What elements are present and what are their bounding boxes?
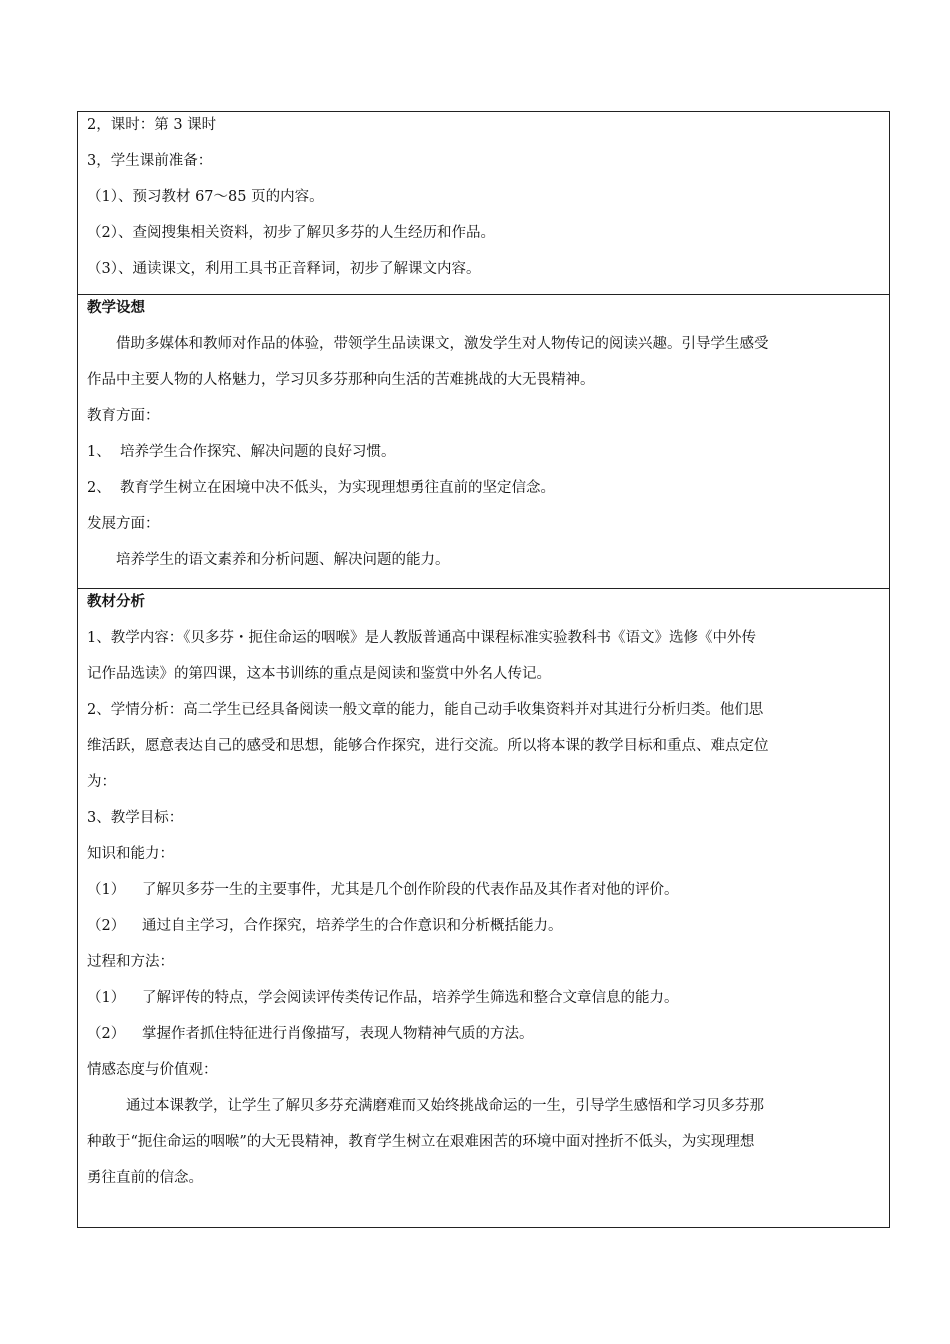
- prep-item-3: （3）、通读课文，利用工具书正音释词，初步了解课文内容。: [87, 261, 481, 277]
- education-item-1: 1、 培养学生合作探究、解决问题的良好习惯。: [87, 444, 396, 460]
- emotion-line-3: 勇往直前的信念。: [87, 1170, 203, 1186]
- content-line-1: 1、教学内容：《贝多芬・扼住命运的咽喉》是人教版普通高中课程标准实验教科书《语文》选修《中外传: [87, 630, 756, 646]
- process-item-1: （1） 了解评传的特点，学会阅读评传类传记作品，培养学生筛选和整合文章信息的能力。: [87, 990, 679, 1006]
- material-analysis-cell: [78, 589, 889, 1229]
- material-analysis-title: 教材分析: [87, 594, 145, 610]
- prep-item-1: （1）、预习教材 67～85 页的内容。: [87, 189, 324, 205]
- development-text: 培养学生的语文素养和分析问题、解决问题的能力。: [116, 552, 450, 568]
- teaching-concept-cell: [78, 295, 889, 589]
- process-item-2: （2） 掌握作者抓住特征进行肖像描写，表现人物精神气质的方法。: [87, 1026, 534, 1042]
- knowledge-item-1: （1） 了解贝多芬一生的主要事件，尤其是几个创作阶段的代表作品及其作者对他的评价。: [87, 882, 679, 898]
- education-item-2: 2、 教育学生树立在困境中决不低头，为实现理想勇往直前的坚定信念。: [87, 480, 555, 496]
- knowledge-item-2: （2） 通过自主学习，合作探究，培养学生的合作意识和分析概括能力。: [87, 918, 563, 934]
- education-heading: 教育方面：: [87, 408, 160, 424]
- prep-item-2: （2）、查阅搜集相关资料，初步了解贝多芬的人生经历和作品。: [87, 225, 495, 241]
- learning-line-3: 为：: [87, 774, 116, 790]
- emotion-heading: 情感态度与价值观：: [87, 1062, 218, 1078]
- knowledge-heading: 知识和能力：: [87, 846, 174, 862]
- class-hours-line: 2，课时：第 3 课时: [87, 117, 217, 133]
- prep-heading-line: 3，学生课前准备：: [87, 153, 213, 169]
- preparation-cell: [78, 112, 889, 295]
- development-heading: 发展方面：: [87, 516, 160, 532]
- content-line-2: 记作品选读》的第四课，这本书训练的重点是阅读和鉴赏中外名人传记。: [87, 666, 551, 682]
- goals-heading: 3、教学目标：: [87, 810, 184, 826]
- learning-line-1: 2、学情分析：高二学生已经具备阅读一般文章的能力，能自己动手收集资料并对其进行分析归类。他们思: [87, 702, 764, 718]
- concept-paragraph-line-2: 作品中主要人物的人格魅力，学习贝多芬那种向生活的苦难挑战的大无畏精神。: [87, 372, 595, 388]
- process-heading: 过程和方法：: [87, 954, 174, 970]
- concept-paragraph-line-1: 借助多媒体和教师对作品的体验，带领学生品读课文，激发学生对人物传记的阅读兴趣。引导学生感受: [116, 336, 769, 352]
- lesson-plan-table: [77, 111, 890, 1228]
- emotion-line-1: 通过本课教学，让学生了解贝多芬充满磨难而又始终挑战命运的一生，引导学生感悟和学习贝多芬那: [126, 1098, 764, 1114]
- emotion-line-2: 种敢于“扼住命运的咽喉”的大无畏精神，教育学生树立在艰难困苦的环境中面对挫折不低头，为实现理想: [87, 1134, 755, 1150]
- teaching-concept-title: 教学设想: [87, 300, 145, 316]
- learning-line-2: 维活跃，愿意表达自己的感受和思想，能够合作探究，进行交流。所以将本课的教学目标和重点、难点定位: [87, 738, 769, 754]
